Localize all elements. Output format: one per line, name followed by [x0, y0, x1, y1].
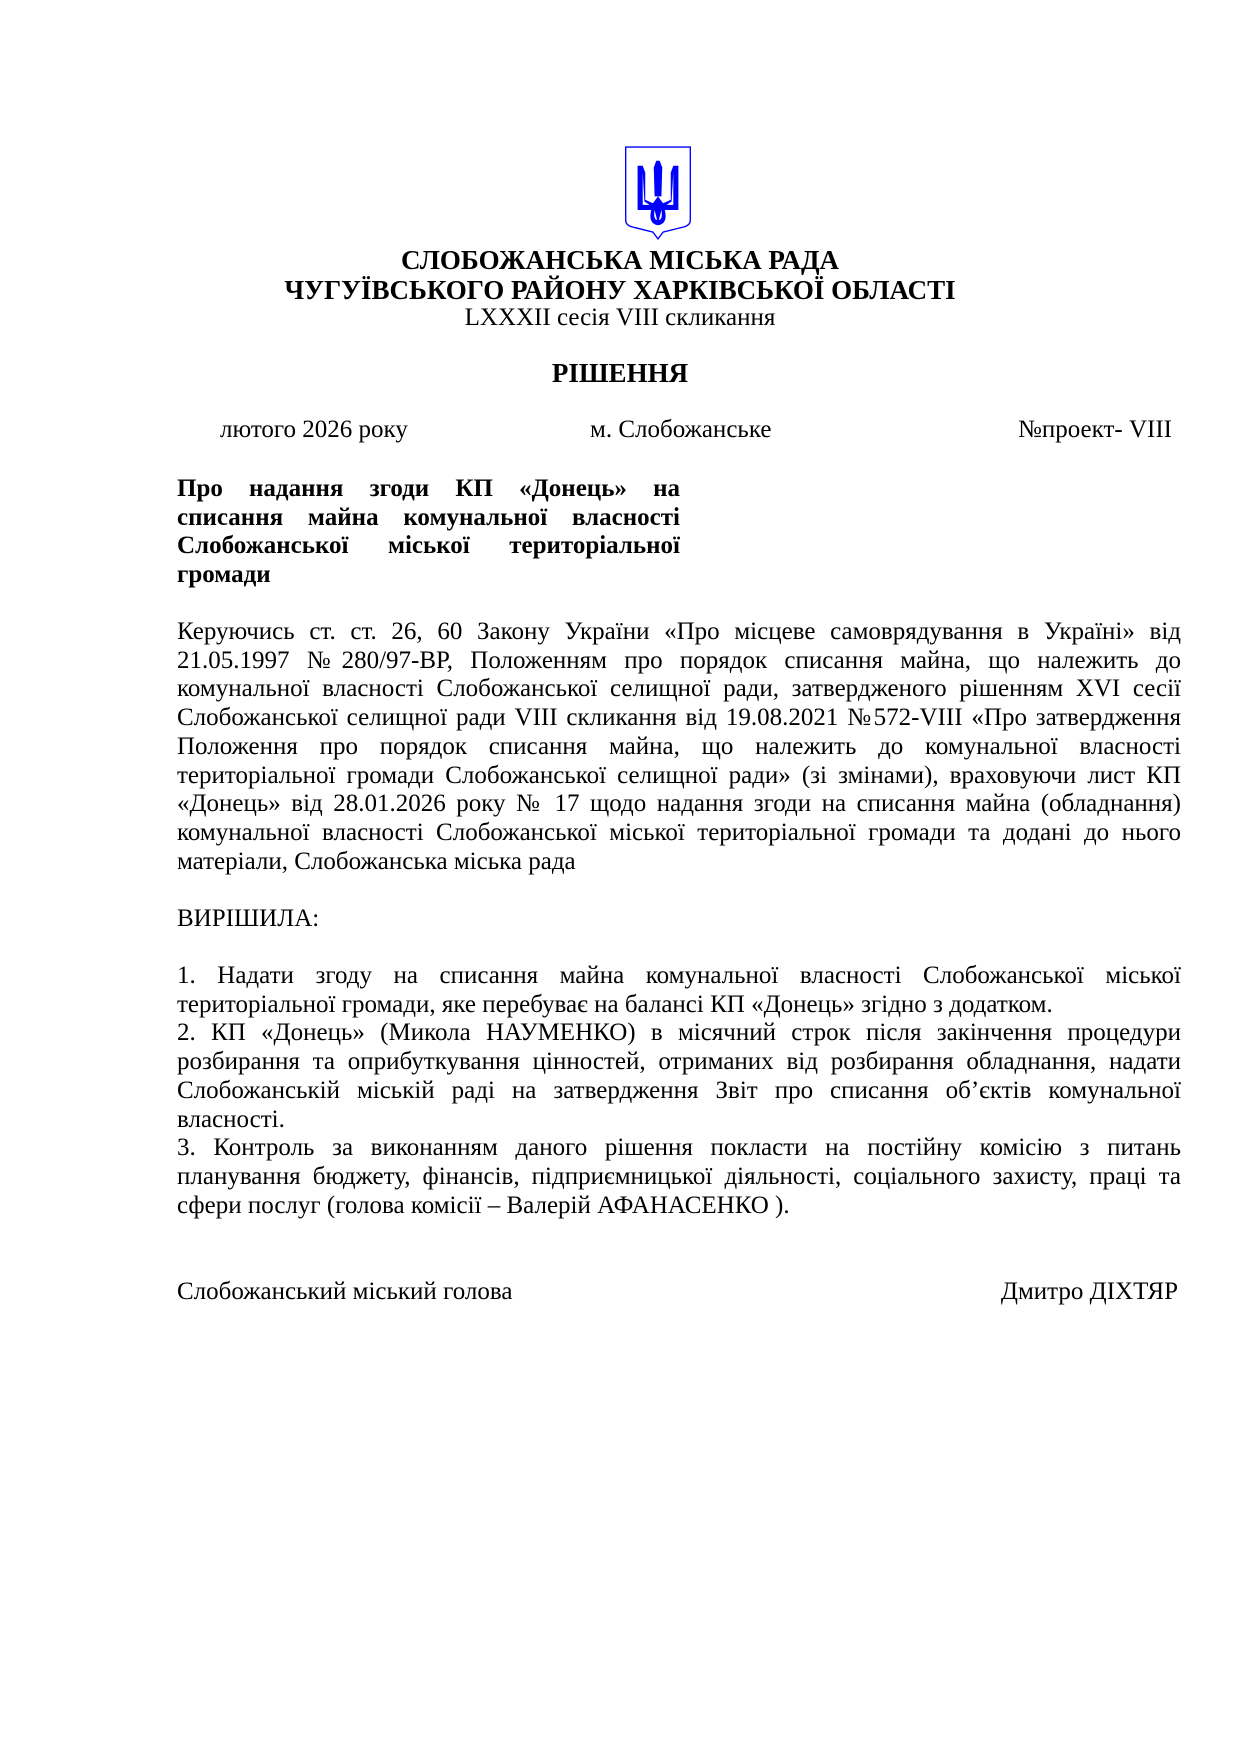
subject-line: списання майна комунальної власності: [177, 503, 680, 531]
decision-items: [177, 962, 1181, 1220]
district-name: ЧУГУЇВСЬКОГО РАЙОНУ ХАРКІВСЬКОЇ ОБЛАСТІ: [284, 275, 956, 305]
subject-line: громади: [177, 561, 271, 589]
signature-position: Слобожанський міський голова: [177, 1278, 513, 1305]
decision-item: 2. КП «Донець» (Микола НАУМЕНКО) в місячний строк після закінчення процедури розбирання та оприбуткування цінностей, отриманих від розбирання обладнання, надати Слобожанській міській раді на затвердження Звіт про списання об’єктів комунальної власності.: [177, 1019, 1181, 1133]
decision-date: лютого 2026 року: [220, 416, 408, 443]
decided-heading: ВИРІШИЛА:: [177, 905, 320, 932]
decision-number: №проект- VIII: [1018, 416, 1172, 443]
document-type: РІШЕННЯ: [551, 358, 689, 388]
signature-name: Дмитро ДІХТЯР: [1000, 1278, 1178, 1305]
decision-item: 1. Надати згоду на списання майна комунальної власності Слобожанської міської територіальної громади, яке перебуває на балансі КП «Донець» згідно з додатком.: [177, 962, 1181, 1018]
council-name: СЛОБОЖАНСЬКА МІСЬКА РАДА: [400, 245, 840, 275]
decision-place: м. Слобожанське: [590, 416, 772, 443]
subject-line: Про надання згоди КП «Донець» на: [177, 475, 680, 502]
preamble-paragraph: Керуючись ст. ст. 26, 60 Закону України «Про місцеве самоврядування в Україні» від 21.05.1997 №280/97-ВР, Положенням про порядок списання майна, що належить до комунальної власності Слобожанської селищної ради, затвердженого рішенням XVI сесії Слобожанської селищної ради VIII скликання від 19.08.2021 №572-VIII «Про затвердження Положення про порядок списання майна, що належить до комунальної власності територіальної громади Слобожанської селищної ради» (зі змінами), враховуючи лист КП «Донець» від 28.01.2026 року № 17 щодо надання згоди на списання майна (обладнання) комунальної власності Слобожанської міської територіальної громади та додані до нього матеріали, Слобожанська міська рада: [177, 618, 1181, 875]
decision-subject: [177, 475, 680, 590]
session-line: LXXXII сесія VIII скликання: [464, 304, 776, 331]
subject-line: Слобожанської міської територіальної: [177, 532, 680, 560]
coat-of-arms-icon: [624, 145, 692, 241]
decision-item: 3. Контроль за виконанням даного рішення покласти на постійну комісію з питань планування бюджету, фінансів, підприємницької діяльності, соціального захисту, праці та сфери послуг (голова комісії – Валерій АФАНАСЕНКО ).: [177, 1134, 1181, 1219]
